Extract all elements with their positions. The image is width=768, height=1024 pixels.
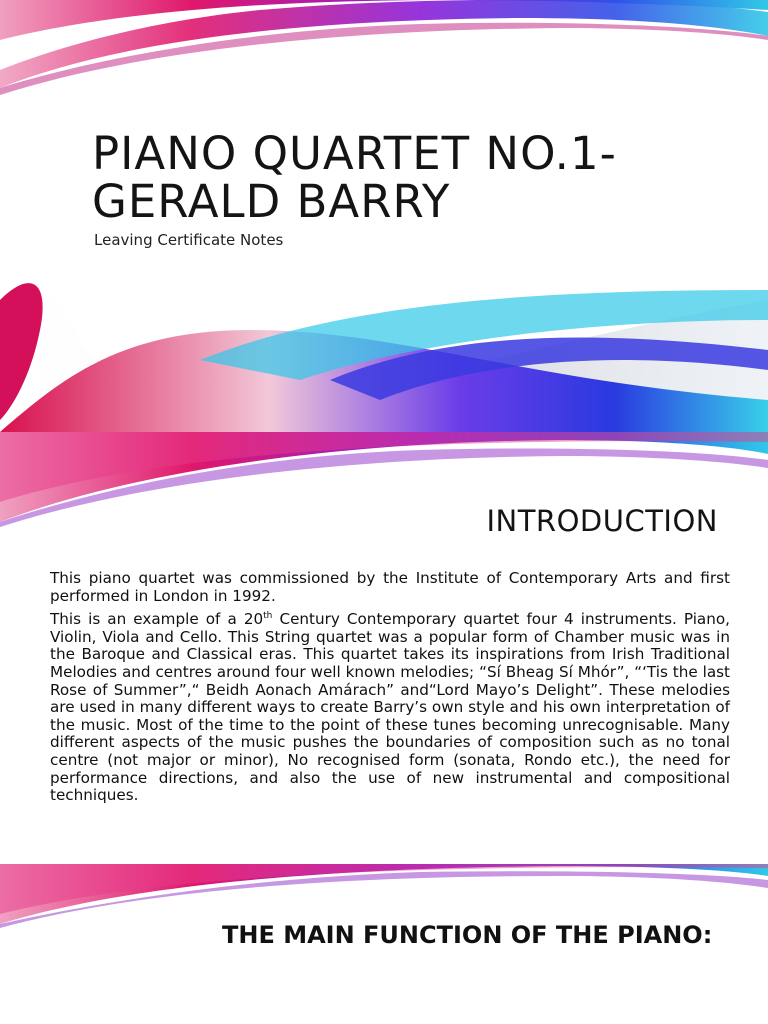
paragraph-text: Century Contemporary quartet four 4 instruments. Piano, Violin, Viola and Cello. This String quartet was a popular form of Chamber music was in the Baroque and Classical eras. This quartet takes its inspirations from Irish Traditional Melodies and centres around four well known melodies; “Sí Bheag Sí Mhór”, “‘Tis the last Rose of Summer”,“ Beidh Aonach Amárach” and“Lord Mayo’s Delight”. These melodies are used in many different ways to create Barry’s own style and his own interpretation of the music. Most of the time to the point of these tunes becoming unrecognisable. Many different aspects of the music pushes the boundaries of composition such as no tonal centre (not major or minor), No recognised form (sonata, Rondo etc.), the need for performance directions, and also the use of new instrumental and compositional techniques. [50, 610, 730, 805]
section-heading: THE MAIN FUNCTION OF THE PIANO: [222, 921, 713, 949]
piano-function-slide [0, 864, 768, 1024]
introduction-body [50, 570, 730, 811]
presentation-subtitle: Leaving Certificate Notes [94, 231, 284, 249]
introduction-slide [0, 432, 768, 864]
title-slide [0, 0, 768, 432]
superscript: th [263, 611, 273, 622]
presentation-title: PIANO QUARTET NO.1- GERALD BARRY [92, 127, 617, 228]
section-heading: INTRODUCTION [486, 504, 718, 538]
paragraph-text: This is an example of a 20 [50, 610, 264, 629]
paragraph-description [50, 611, 730, 805]
paragraph-commission: This piano quartet was commissioned by the Institute of Contemporary Arts and first performed in London in 1992. [50, 569, 730, 605]
